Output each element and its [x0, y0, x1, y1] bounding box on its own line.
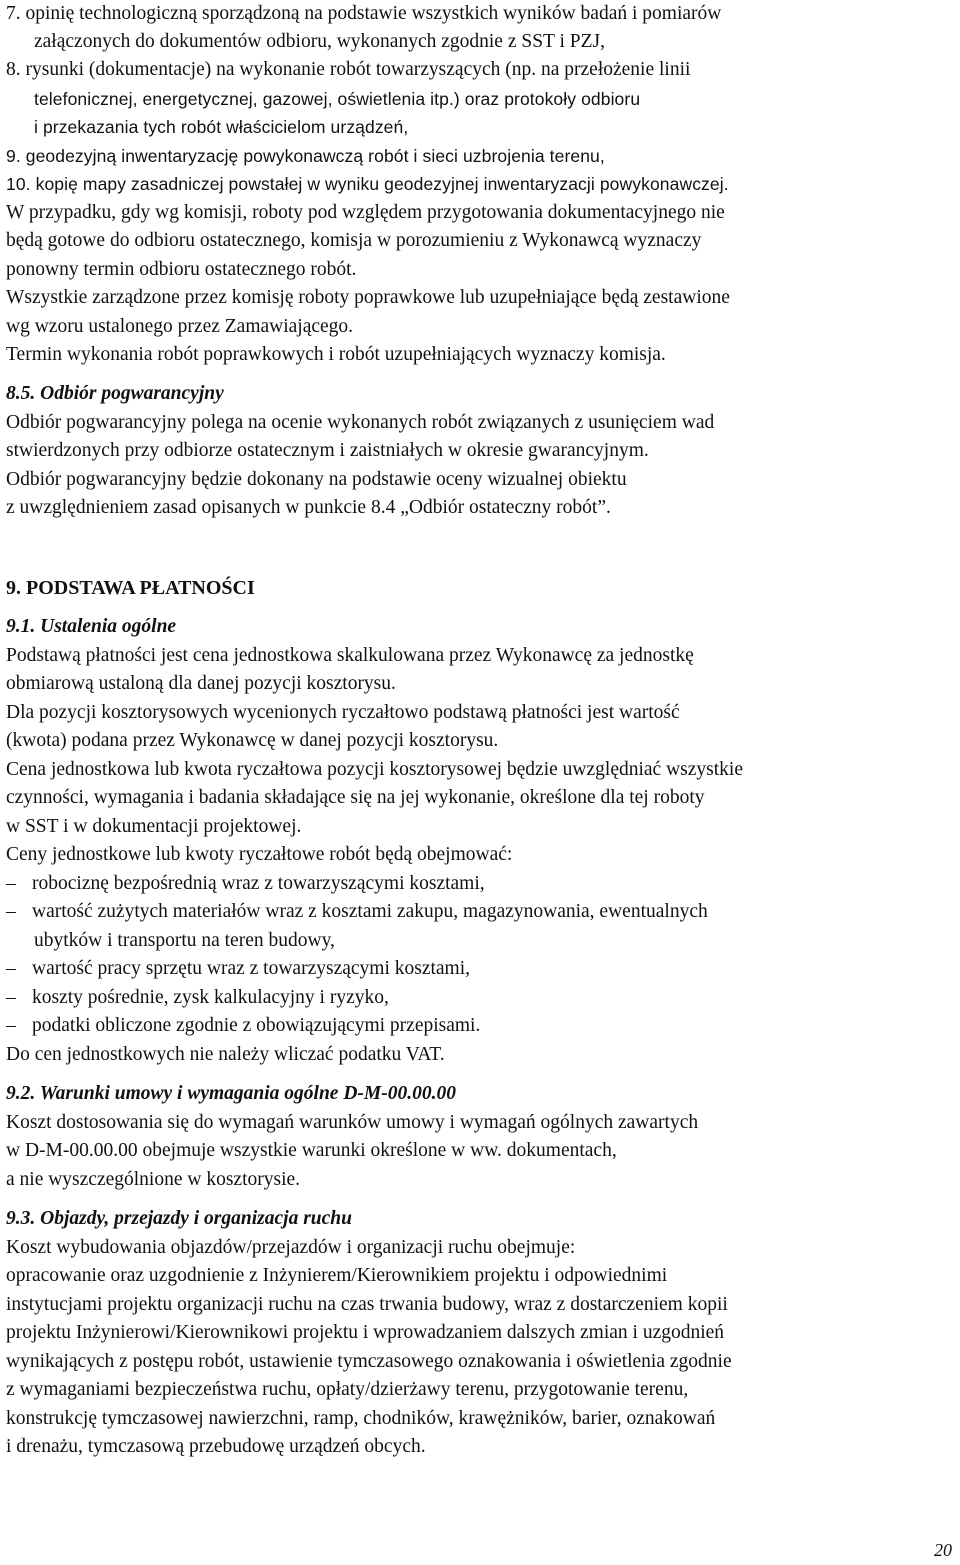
dash-list-item: [6, 872, 485, 896]
paragraph-line: ponowny termin odbioru ostatecznego robót.: [6, 259, 357, 280]
paragraph-line: Koszt wybudowania objazdów/przejazdów i organizacji ruchu obejmuje:: [6, 1237, 576, 1258]
dash-list-text: podatki obliczone zgodnie z obowiązującymi przepisami.: [32, 1015, 481, 1036]
section-heading-9-2: 9.2. Warunki umowy i wymagania ogólne D-M-00.00.00: [6, 1083, 456, 1104]
paragraph-line: z uwzględnieniem zasad opisanych w punkcie 8.4 „Odbiór ostateczny robót”.: [6, 497, 611, 518]
paragraph-line: w D-M-00.00.00 obejmuje wszystkie warunki określone w ww. dokumentach,: [6, 1140, 617, 1161]
paragraph-line: Termin wykonania robót poprawkowych i robót uzupełniających wyznaczy komisja.: [6, 344, 666, 365]
paragraph-line: Koszt dostosowania się do wymagań warunków umowy i wymagań ogólnych zawartych: [6, 1112, 699, 1133]
list-item-10: 10. kopię mapy zasadniczej powstałej w wyniku geodezyjnej inwentaryzacji powykonawczej.: [6, 174, 729, 194]
dash-list-item-cont: ubytków i transportu na teren budowy,: [34, 930, 335, 951]
paragraph-line: Odbiór pogwarancyjny polega na ocenie wykonanych robót związanych z usunięciem wad: [6, 412, 715, 433]
paragraph-line: Podstawą płatności jest cena jednostkowa skalkulowana przez Wykonawcę za jednostkę: [6, 645, 694, 666]
dash-list-item: [6, 957, 470, 981]
paragraph-line: w SST i w dokumentacji projektowej.: [6, 816, 302, 837]
paragraph-line: Do cen jednostkowych nie należy wliczać podatku VAT.: [6, 1044, 445, 1065]
list-item-8-cont: telefonicznej, energetycznej, gazowej, oświetlenia itp.) oraz protokoły odbioru: [34, 89, 641, 109]
paragraph-line: projektu Inżynierowi/Kierownikowi projektu i wprowadzaniem dalszych zmian i uzgodnień: [6, 1322, 725, 1343]
paragraph-line: Wszystkie zarządzone przez komisję roboty poprawkowe lub uzupełniające będą zestawione: [6, 287, 730, 308]
dash-bullet: –: [6, 987, 16, 1008]
paragraph-line: a nie wyszczególnione w kosztorysie.: [6, 1169, 301, 1190]
list-item-8-cont: i przekazania tych robót właścicielom urządzeń,: [34, 117, 409, 137]
paragraph-line: obmiarową ustaloną dla danej pozycji kosztorysu.: [6, 673, 396, 694]
paragraph-line: Dla pozycji kosztorysowych wycenionych ryczałtowo podstawą płatności jest wartość: [6, 702, 680, 723]
section-heading-9: 9. PODSTAWA PŁATNOŚCI: [6, 577, 255, 599]
dash-bullet: –: [6, 873, 16, 894]
dash-bullet: –: [6, 958, 16, 979]
paragraph-line: Ceny jednostkowe lub kwoty ryczałtowe robót będą obejmować:: [6, 844, 513, 865]
dash-list-text: koszty pośrednie, zysk kalkulacyjny i ryzyko,: [32, 987, 389, 1008]
list-item-7-cont: załączonych do dokumentów odbioru, wykonanych zgodnie z SST i PZJ,: [34, 31, 605, 52]
section-heading-9-1: 9.1. Ustalenia ogólne: [6, 616, 177, 637]
page-number: 20: [934, 1540, 952, 1560]
paragraph-line: konstrukcję tymczasowej nawierzchni, ramp, chodników, krawężników, barier, oznakowań: [6, 1408, 716, 1429]
paragraph-line: Odbiór pogwarancyjny będzie dokonany na podstawie oceny wizualnej obiektu: [6, 469, 627, 490]
dash-list-text: wartość pracy sprzętu wraz z towarzyszącymi kosztami,: [32, 958, 471, 979]
dash-list-item: [6, 986, 389, 1010]
paragraph-line: (kwota) podana przez Wykonawcę w danej pozycji kosztorysu.: [6, 730, 499, 751]
dash-list-text: wartość zużytych materiałów wraz z kosztami zakupu, magazynowania, ewentualnych: [32, 901, 708, 922]
paragraph-line: opracowanie oraz uzgodnienie z Inżynierem/Kierownikiem projektu i odpowiednimi: [6, 1265, 668, 1286]
paragraph-line: z wymaganiami bezpieczeństwa ruchu, opłaty/dzierżawy terenu, przygotowanie terenu,: [6, 1379, 689, 1400]
section-heading-8-5: 8.5. Odbiór pogwarancyjny: [6, 383, 224, 404]
list-item-8: 8. rysunki (dokumentacje) na wykonanie robót towarzyszących (np. na przełożenie linii: [6, 59, 691, 80]
dash-bullet: –: [6, 1015, 16, 1036]
dash-bullet: –: [6, 901, 16, 922]
paragraph-line: stwierdzonych przy odbiorze ostatecznym i zaistniałych w okresie gwarancyjnym.: [6, 440, 649, 461]
paragraph-line: W przypadku, gdy wg komisji, roboty pod względem przygotowania dokumentacyjnego nie: [6, 202, 725, 223]
list-item-9: 9. geodezyjną inwentaryzację powykonawczą robót i sieci uzbrojenia terenu,: [6, 146, 605, 166]
paragraph-line: Cena jednostkowa lub kwota ryczałtowa pozycji kosztorysowej będzie uwzględniać wszystkie: [6, 759, 743, 780]
paragraph-line: wg wzoru ustalonego przez Zamawiającego.: [6, 316, 354, 337]
list-item-7: 7. opinię technologiczną sporządzoną na podstawie wszystkich wyników badań i pomiarów: [6, 3, 722, 24]
paragraph-line: wynikających z postępu robót, ustawienie tymczasowego oznakowania i oświetlenia zgodnie: [6, 1351, 732, 1372]
dash-list-item: [6, 1014, 480, 1038]
paragraph-line: czynności, wymagania i badania składające się na jej wykonanie, określone dla tej roboty: [6, 787, 705, 808]
dash-list-item: [6, 900, 708, 924]
paragraph-line: i drenażu, tymczasową przebudowę urządzeń obcych.: [6, 1436, 426, 1457]
section-heading-9-3: 9.3. Objazdy, przejazdy i organizacja ruchu: [6, 1208, 352, 1229]
dash-list-text: robociznę bezpośrednią wraz z towarzyszącymi kosztami,: [32, 873, 485, 894]
paragraph-line: instytucjami projektu organizacji ruchu na czas trwania budowy, wraz z dostarczeniem kopii: [6, 1294, 728, 1315]
paragraph-line: będą gotowe do odbioru ostatecznego, komisja w porozumieniu z Wykonawcą wyznaczy: [6, 230, 702, 251]
